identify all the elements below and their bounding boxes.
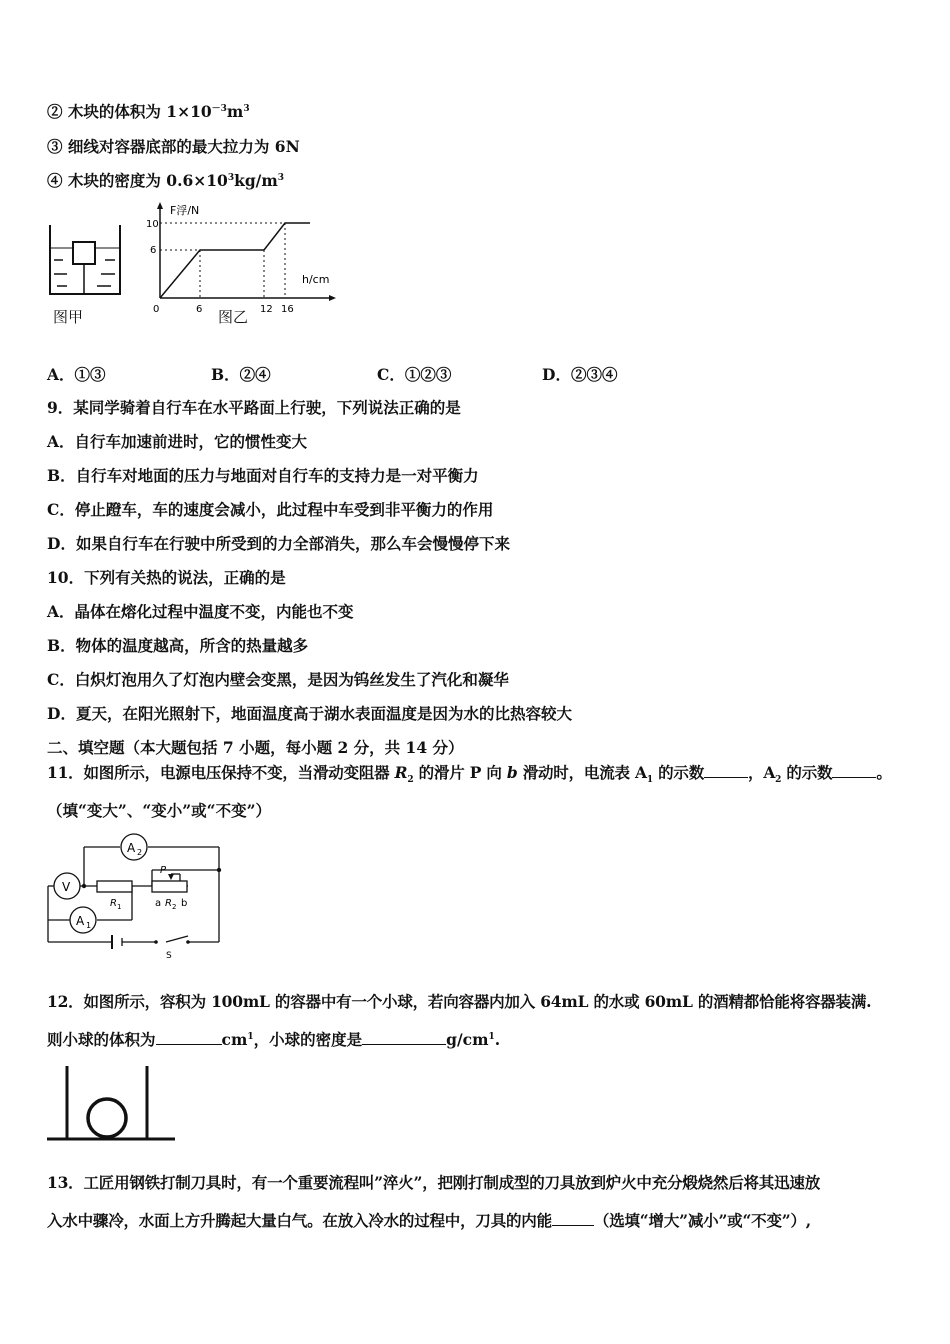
figure-a-caption: 图甲 [53, 308, 84, 326]
q9-option-a[interactable]: A．自行车加速前进时，它的惯性变大 [47, 432, 308, 451]
q12-blank-density[interactable] [362, 1030, 446, 1045]
q11-a2-subscript: 2 [775, 775, 782, 786]
q11-text-7: 。 [876, 763, 892, 782]
graph-origin: 0 [153, 304, 160, 315]
q12-blank-volume[interactable] [156, 1030, 222, 1045]
q11-blank-1[interactable] [704, 763, 748, 778]
q11-instruction: （填“变大”、“变小”或“不变”） [47, 801, 271, 820]
circuit-b-end-label: b [181, 898, 188, 909]
q10-option-c[interactable]: C．白炽灯泡用久了灯泡内壁会变黑，是因为钨丝发生了汽化和凝华 [47, 670, 509, 689]
q11-text-2: 的滑片 P 向 [413, 763, 507, 782]
q12-unit-2: g/cm [446, 1030, 489, 1049]
graph-ytick-10: 10 [146, 219, 159, 230]
circuit-v-label: V [62, 880, 71, 894]
q11-blank-2[interactable] [832, 763, 876, 778]
q8-option-a[interactable]: A．①③ [47, 365, 106, 384]
q8-statement-2-text: ② 木块的体积为 1×10 [47, 102, 212, 121]
q11-b-symbol: b [506, 763, 518, 782]
q8-statement-2-unit-exponent: 3 [243, 103, 250, 114]
graph-ylabel: F浮/N [170, 204, 200, 217]
q12-line-2 [47, 1030, 500, 1050]
q8-statement-4-exponent: 3 [227, 172, 235, 183]
q12-unit-1: cm [221, 1030, 248, 1049]
q12-line-1: 12．如图所示，容积为 100mL 的容器中有一个小球，若向容器内加入 64mL 的水或 60mL 的酒精都恰能将容器装满. [47, 992, 872, 1011]
circuit-p-label: P [160, 865, 167, 876]
q11-r-symbol: R [394, 763, 408, 782]
q12-text-3: . [494, 1030, 501, 1049]
q12-unit-1-exponent: 1 [247, 1031, 254, 1042]
q12-unit-2-exponent: 1 [488, 1031, 495, 1042]
q10-stem: 10．下列有关热的说法，正确的是 [47, 568, 286, 587]
circuit-a2-subscript: 2 [137, 848, 143, 857]
q9-option-d[interactable]: D．如果自行车在行驶中所受到的力全部消失，那么车会慢慢停下来 [47, 534, 510, 553]
circuit-switch-label: S [166, 951, 172, 961]
circuit-a2-label: A [127, 841, 136, 855]
q8-statement-2 [47, 102, 250, 122]
q13-line-2 [47, 1211, 811, 1231]
circuit-r2-label: R [165, 898, 172, 909]
q11-stem [47, 763, 892, 786]
q8-statement-4-unit: kg/m [234, 171, 278, 190]
circuit-a1-subscript: 1 [86, 921, 92, 930]
circuit-a1-label: A [76, 914, 85, 928]
figure-container-ball [45, 1062, 180, 1151]
graph-xtick-16: 16 [281, 304, 294, 315]
q8-statement-4-text: ④ 木块的密度为 0.6×10 [47, 171, 228, 190]
circuit-r1-subscript: 1 [117, 903, 122, 911]
q9-stem: 9．某同学骑着自行车在水平路面上行驶，下列说法正确的是 [47, 398, 461, 417]
q12-text-2: ，小球的密度是 [253, 1030, 363, 1049]
q13-text-2: （选填“增大”减小”或“不变”）, [593, 1211, 811, 1230]
q11-a1-subscript: 1 [646, 775, 653, 786]
q13-line-1: 13．工匠用钢铁打制刀具时，有一个重要流程叫”淬火”，把刚打制成型的刀具放到炉火中充分煅烧然后将其迅速放 [47, 1173, 821, 1192]
figure-container-block [45, 220, 135, 334]
q10-option-b[interactable]: B．物体的温度越高，所含的热量越多 [47, 636, 309, 655]
q11-text-3: 滑动时，电流表 A [517, 763, 647, 782]
circuit-r2-subscript: 2 [172, 903, 177, 911]
section-fill-in-heading: 二、填空题（本大题包括 7 小题，每小题 2 分，共 14 分） [47, 738, 464, 757]
q11-text-5: ，A [748, 763, 776, 782]
q8-statement-2-unit: m [226, 102, 244, 121]
q11-text-6: 的示数 [781, 763, 833, 782]
figure-buoyancy-graph [140, 198, 350, 337]
graph-xtick-6: 6 [196, 304, 203, 315]
q8-option-c[interactable]: C．①②③ [377, 365, 452, 384]
q8-statement-2-exponent: －3 [211, 103, 227, 114]
q8-statement-4-unit-exponent: 3 [277, 172, 284, 183]
graph-xtick-12: 12 [260, 304, 273, 315]
q8-statement-4 [47, 171, 284, 191]
q8-option-b[interactable]: B．②④ [211, 365, 271, 384]
graph-ytick-6: 6 [150, 245, 157, 256]
graph-xlabel: h/cm [302, 273, 330, 286]
figure-b-caption: 图乙 [218, 308, 249, 326]
q9-option-c[interactable]: C．停止蹬车，车的速度会减小，此过程中车受到非平衡力的作用 [47, 500, 494, 519]
circuit-a-end-label: a [155, 898, 162, 909]
q10-option-d[interactable]: D．夏天，在阳光照射下，地面温度高于湖水表面温度是因为水的比热容较大 [47, 704, 572, 723]
q8-option-d[interactable]: D．②③④ [542, 365, 618, 384]
q9-option-b[interactable]: B．自行车对地面的压力与地面对自行车的支持力是一对平衡力 [47, 466, 479, 485]
figure-circuit [40, 830, 240, 969]
q13-blank[interactable] [552, 1211, 594, 1226]
q12-text-1: 则小球的体积为 [47, 1030, 156, 1049]
q13-text-1: 入水中骤冷，水面上方升腾起大量白气。在放入冷水的过程中，刀具的内能 [47, 1211, 552, 1230]
q11-text-4: 的示数 [652, 763, 705, 782]
circuit-r1-label: R [110, 898, 117, 909]
q11-text-1: 11．如图所示，电源电压保持不变，当滑动变阻器 [47, 763, 395, 782]
q11-r-subscript: 2 [407, 775, 414, 786]
q10-option-a[interactable]: A．晶体在熔化过程中温度不变，内能也不变 [47, 602, 354, 621]
q8-statement-3: ③ 细线对容器底部的最大拉力为 6N [47, 137, 300, 156]
